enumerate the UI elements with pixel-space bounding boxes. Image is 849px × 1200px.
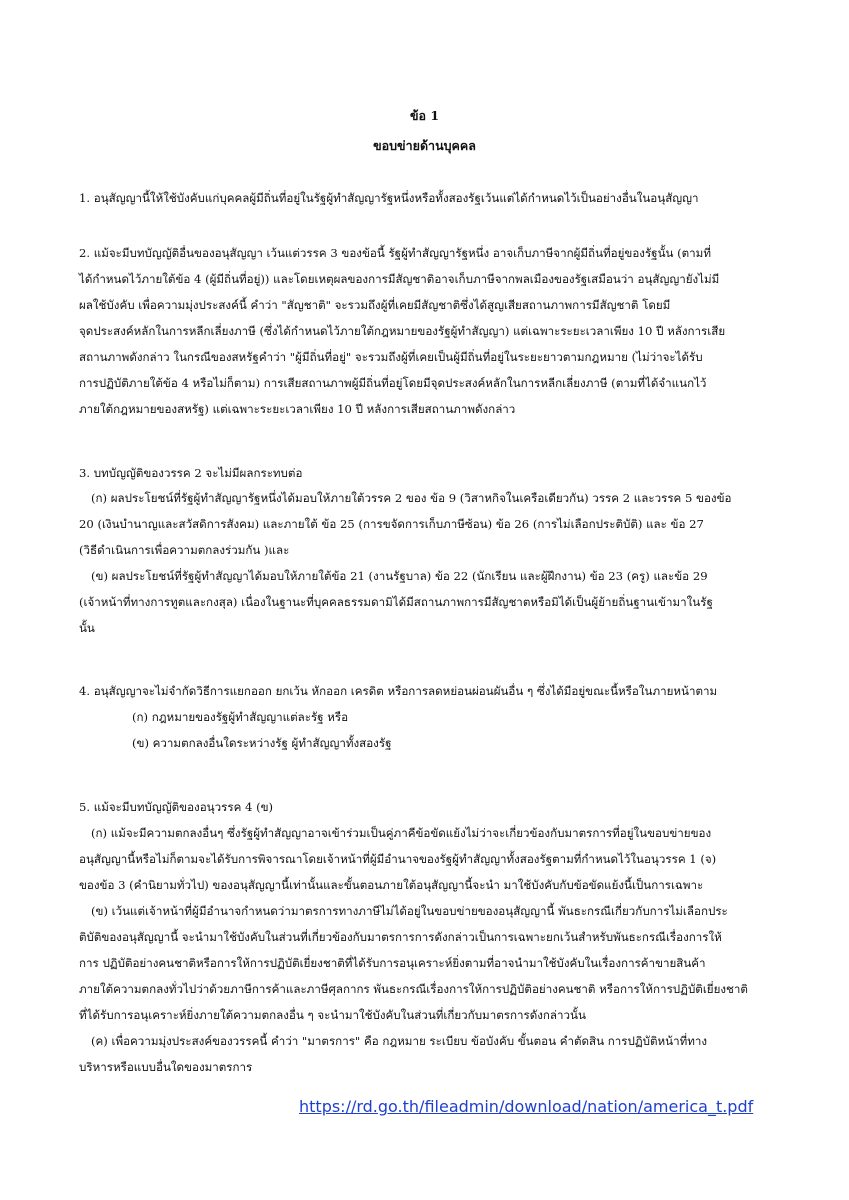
para-4-line-1: 4. อนุสัญญาจะไม่จำกัดวิธีการแยกออก ยกเว้น หักออก เครดิต หรือการลดหย่อนผ่อนผันอื่น ๆ ซึ่งได้มีอยู่ขณะนี้หรือในภายหน้าตาม — [79, 684, 718, 698]
para-2-line-4: จุดประสงค์หลักในการหลีกเลี่ยงภาษี (ซึ่งได้กำหนดไว้ภายใต้กฎหมายของรัฐผู้ทำสัญญา) แต่เฉพาะระยะเวลาเพียง 10 ปี หลังการเสีย — [79, 324, 726, 338]
para-3-sub-a-line-2: 20 (เงินบำนาญและสวัสดิการสังคม) และภายใต้ ข้อ 25 (การขจัดการเก็บภาษีซ้อน) ข้อ 26 (การไม่เลือกประติบัติ) และ ข้อ 27 — [79, 517, 704, 531]
para-1-line-1: 1. อนุสัญญานี้ให้ใช้บังคับแก่บุคคลผู้มีถิ่นที่อยู่ในรัฐผู้ทำสัญญารัฐหนึ่งหรือทั้งสองรัฐเว้นแต่ได้กำหนดไว้เป็นอย่างอื่นในอนุสัญญา — [79, 191, 699, 205]
para-2-line-5: สถานภาพดังกล่าว ในกรณีของสหรัฐคำว่า "ผู้มีถิ่นที่อยู่" จะรวมถึงผู้ที่เคยเป็นผู้มีถิ่นที่อยู่ในระยะยาวตามกฎหมาย (ไม่ว่าจะได้รับ — [79, 350, 703, 364]
para-4-sub-b: (ข) ความตกลงอื่นใดระหว่างรัฐ ผู้ทำสัญญาทั้งสองรัฐ — [132, 736, 392, 750]
para-5-sub-b-line-2: ติบัติของอนุสัญญานี้ จะนำมาใช้บังคับในส่วนที่เกี่ยวข้องกับมาตรการการดังกล่าวเป็นการเฉพาะยกเว้นสำหรับพันธะกรณีเรื่องการให้ — [79, 930, 722, 944]
para-5-sub-c-line-2: บริหารหรือแบบอื่นใดของมาตรการ — [79, 1060, 253, 1074]
para-2-line-7: ภายใต้กฎหมายของสหรัฐ) แต่เฉพาะระยะเวลาเพียง 10 ปี หลังการเสียสถานภาพดังกล่าว — [79, 402, 516, 416]
para-3-sub-a-line-3: (วิธีดำเนินการเพื่อความตกลงร่วมกัน )และ — [79, 543, 290, 557]
para-2-line-1: 2. แม้จะมีบทบัญญัติอื่นของอนุสัญญา เว้นแต่วรรค 3 ของข้อนี้ รัฐผู้ทำสัญญารัฐหนึ่ง อาจเก็บภาษีจากผู้มีถิ่นที่อยู่ของรัฐนั้น (ตามที่ — [79, 246, 711, 260]
source-link[interactable]: https://rd.go.th/fileadmin/download/nation/america_t.pdf — [299, 1097, 754, 1116]
para-5-line-1: 5. แม้จะมีบทบัญญัติของอนุวรรค 4 (ข) — [79, 800, 274, 814]
article-number: ข้อ 1 — [409, 108, 440, 123]
para-5-sub-b-line-4: ภายใต้ความตกลงทั่วไปว่าด้วยภาษีการค้าและภาษีศุลกากร พันธะกรณีเรื่องการให้การปฏิบัติอย่างคนชาติ หรือการให้การปฏิบัติเยี่ยงชาติ — [79, 982, 748, 996]
para-3-sub-b-line-2: (เจ้าหน้าที่ทางการทูตและกงสุล) เนื่องในฐานะที่บุคคลธรรมดามิได้มีสถานภาพการมีสัญชาตหรือมิได้เป็นผู้ย้ายถิ่นฐานเข้ามาในรัฐ — [79, 595, 713, 609]
para-2-line-2: ได้กำหนดไว้ภายใต้ข้อ 4 (ผู้มีถิ่นที่อยู่)) และโดยเหตุผลของการมีสัญชาติอาจเก็บภาษีจากพลเมืองของรัฐเสมือนว่า อนุสัญญายังไม่มี — [79, 272, 720, 286]
para-5-sub-b-line-3: การ ปฏิบัติอย่างคนชาติหรือการให้การปฏิบัติเยี่ยงชาติที่ได้รับการอนุเคราะห์ยิ่งตามที่อาจนำมาใช้บังคับในเรื่องการค้าขายสินค้า — [79, 956, 706, 970]
para-3-sub-a-line-1: (ก) ผลประโยชน์ที่รัฐผู้ทำสัญญารัฐหนึ่งได้มอบให้ภายใต้วรรค 2 ของ ข้อ 9 (วิสาหกิจในเครือเดียวกัน) วรรค 2 และวรรค 5 ของข้อ — [91, 491, 732, 505]
para-5-sub-a-line-2: อนุสัญญานี้หรือไม่ก็ตามจะได้รับการพิจารณาโดยเจ้าหน้าที่ผู้มีอำนาจของรัฐผู้ทำสัญญาทั้งสองรัฐตามที่กำหนดไว้ในอนุวรรค 1 (จ) — [79, 852, 717, 866]
para-4-sub-a: (ก) กฎหมายของรัฐผู้ทำสัญญาแต่ละรัฐ หรือ — [132, 710, 349, 724]
para-5-sub-b-line-5: ที่ได้รับการอนุเคราะห์ยิ่งภายใต้ความตกลงอื่น ๆ จะนำมาใช้บังคับในส่วนที่เกี่ยวกับมาตรการดังกล่าวนั้น — [79, 1008, 586, 1022]
para-5-sub-c-line-1: (ค) เพื่อความมุ่งประสงค์ของวรรคนี้ คำว่า "มาตรการ" คือ กฎหมาย ระเบียบ ข้อบังคับ ขั้นตอน คำตัดสิน การปฏิบัติหน้าที่ทาง — [91, 1034, 708, 1048]
para-3-sub-b-line-3: นั้น — [79, 621, 95, 635]
para-3-sub-b-line-1: (ข) ผลประโยชน์ที่รัฐผู้ทำสัญญาได้มอบให้ภายใต้ข้อ 21 (งานรัฐบาล) ข้อ 22 (นักเรียน และผู้ฝึกงาน) ข้อ 23 (ครู) และข้อ 29 — [91, 569, 708, 583]
para-5-sub-a-line-1: (ก) แม้จะมีความตกลงอื่นๆ ซึ่งรัฐผู้ทำสัญญาอาจเข้าร่วมเป็นคู่ภาคีข้อขัดแย้งไม่ว่าจะเกี่ยวข้องกับมาตรการที่อยู่ในขอบข่ายของ — [91, 826, 712, 840]
para-5-sub-b-line-1: (ข) เว้นแต่เจ้าหน้าที่ผู้มีอำนาจกำหนดว่ามาตรการทางภาษีไม่ได้อยู่ในขอบข่ายของอนุสัญญานี้ พันธะกรณีเกี่ยวกับการไม่เลือกประ — [91, 904, 728, 918]
para-5-sub-a-line-3: ของข้อ 3 (คำนิยามทั่วไป) ของอนุสัญญานี้เท่านั้นและขั้นตอนภายใต้อนุสัญญานี้จะนำ มาใช้บังคับกับข้อขัดแย้งนี้เป็นการเฉพาะ — [79, 878, 704, 892]
para-2-line-6: การปฏิบัติภายใต้ข้อ 4 หรือไม่ก็ตาม) การเสียสถานภาพผู้มีถิ่นที่อยู่โดยมีจุดประสงค์หลักในการหลีกเลี่ยงภาษี (ตามที่ได้จำแนกไว้ — [79, 376, 707, 390]
para-2-line-3: ผลใช้บังคับ เพื่อความมุ่งประสงค์นี้ คำว่า "สัญชาติ" จะรวมถึงผู้ที่เคยมีสัญชาติซึ่งได้สูญเสียสถานภาพการมีสัญชาติ โดยมี — [79, 298, 671, 312]
article-title: ขอบข่ายด้านบุคคล — [373, 138, 476, 153]
para-3-line-1: 3. บทบัญญัติของวรรค 2 จะไม่มีผลกระทบต่อ — [79, 466, 303, 480]
